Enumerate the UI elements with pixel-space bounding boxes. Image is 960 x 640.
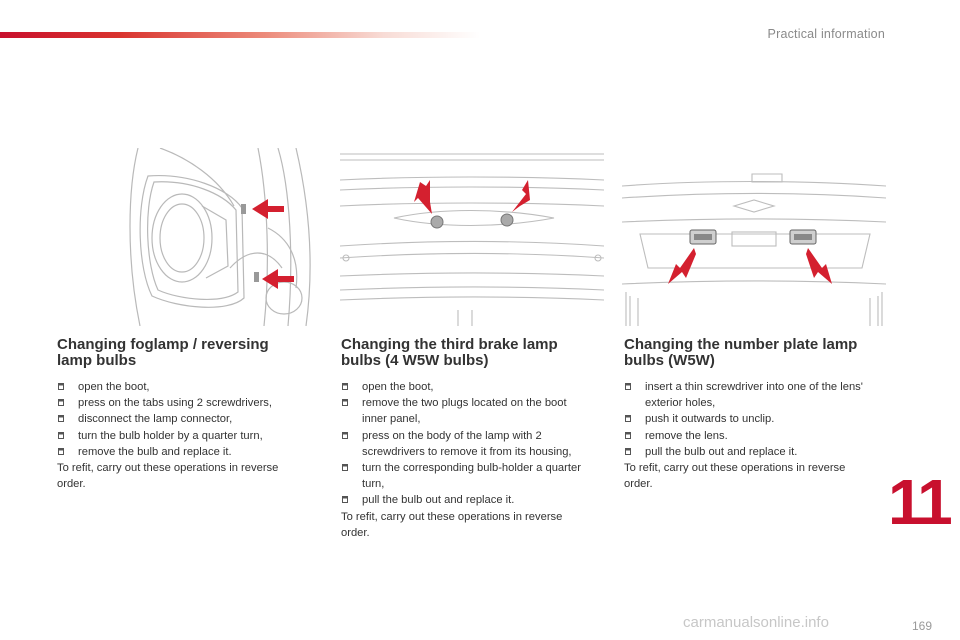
list-item: push it outwards to unclip. [624, 411, 874, 427]
refit-note: To refit, carry out these operations in reverse order. [341, 510, 563, 539]
checkbox-bullet-icon [58, 415, 64, 422]
watermark: carmanualsonline.info [683, 614, 829, 631]
list-item: insert a thin screwdriver into one of the lens' exterior holes, [624, 379, 874, 411]
list-item: pull the bulb out and replace it. [624, 444, 874, 460]
foglamp-section [57, 337, 307, 492]
foglamp-illustration [118, 148, 318, 326]
foglamp-tab-upper-arrow [252, 199, 284, 219]
list-item: disconnect the lamp connector, [57, 411, 307, 427]
third-brake-lamp-section [341, 337, 591, 541]
foglamp-section-title: Changing foglamp / reversing lamp bulbs [57, 336, 269, 369]
list-item: pull the bulb out and replace it. [341, 492, 591, 508]
list-item: turn the corresponding bulb-holder a quarter turn, [341, 460, 591, 492]
checkbox-bullet-icon [625, 415, 631, 422]
number-plate-lamp-steps [624, 379, 874, 460]
third-brake-lamp-steps [341, 379, 591, 509]
number-plate-lamp-illustration [622, 172, 886, 326]
list-item: remove the bulb and replace it. [57, 444, 307, 460]
list-item: open the boot, [341, 379, 591, 395]
list-item: turn the bulb holder by a quarter turn, [57, 428, 307, 444]
list-item: press on the tabs using 2 screwdrivers, [57, 395, 307, 411]
page-section-title: Practical information [767, 27, 885, 41]
refit-note: To refit, carry out these operations in reverse order. [624, 462, 846, 491]
checkbox-bullet-icon [342, 496, 348, 503]
brake-plug-left-arrow [414, 180, 432, 214]
plate-lens-right-arrow [806, 248, 832, 284]
third-brake-lamp-illustration [340, 150, 604, 326]
chapter-number: 11 [888, 466, 950, 538]
header-accent-bar [0, 32, 480, 38]
checkbox-bullet-icon [342, 383, 348, 390]
refit-note: To refit, carry out these operations in reverse order. [57, 462, 279, 491]
number-plate-lamp-section-title: Changing the number plate lamp bulbs (W5W) [624, 336, 858, 369]
checkbox-bullet-icon [625, 448, 631, 455]
list-item: press on the body of the lamp with 2 screwdrivers to remove it from its housing, [341, 428, 591, 460]
checkbox-bullet-icon [625, 432, 631, 439]
checkbox-bullet-icon [342, 432, 348, 439]
checkbox-bullet-icon [342, 464, 348, 471]
plate-lens-left-arrow [668, 248, 696, 284]
brake-plug-right-arrow [512, 180, 530, 212]
number-plate-lamp-section [624, 337, 874, 492]
checkbox-bullet-icon [58, 399, 64, 406]
list-item: open the boot, [57, 379, 307, 395]
checkbox-bullet-icon [58, 448, 64, 455]
checkbox-bullet-icon [625, 383, 631, 390]
list-item: remove the two plugs located on the boot inner panel, [341, 395, 591, 427]
page-number: 169 [912, 619, 933, 633]
checkbox-bullet-icon [58, 432, 64, 439]
list-item: remove the lens. [624, 428, 874, 444]
checkbox-bullet-icon [342, 399, 348, 406]
checkbox-bullet-icon [58, 383, 64, 390]
third-brake-lamp-section-title: Changing the third brake lamp bulbs (4 W5W bulbs) [341, 336, 558, 369]
foglamp-steps [57, 379, 307, 460]
